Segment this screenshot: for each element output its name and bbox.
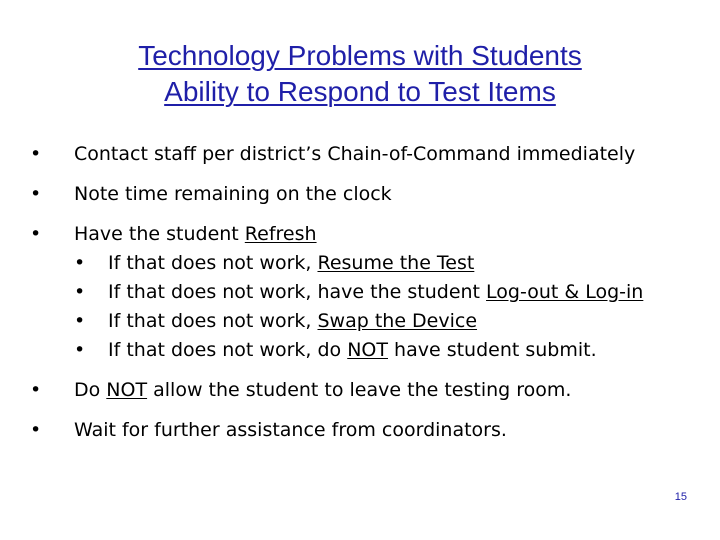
sub-bullet-text: If that does not work, (108, 310, 318, 332)
bullet-do-not-leave (30, 376, 710, 405)
sub-bullet-dot: • (74, 310, 86, 332)
bullet-text: Wait for further assistance from coordinators. (74, 419, 507, 441)
bullet-refresh (30, 220, 710, 365)
sub-bullet-dot: • (74, 339, 86, 361)
sub-bullet-logout (74, 278, 710, 307)
bullet-text-end: allow the student to leave the testing room. (147, 379, 572, 401)
bullet-text: Note time remaining on the clock (74, 183, 392, 205)
title-line-2: Ability to Respond to Test Items (164, 76, 556, 107)
bullet-dot: • (30, 223, 42, 245)
sub-bullet-no-submit (74, 336, 710, 365)
not-emphasis: NOT (347, 339, 388, 361)
sub-bullet-dot: • (74, 281, 86, 303)
bullet-list (30, 140, 710, 445)
bullet-dot: • (30, 419, 42, 441)
sub-bullet-resume (74, 249, 710, 278)
bullet-text: Have the student (74, 223, 245, 245)
title-line-1: Technology Problems with Students (138, 40, 582, 71)
sub-bullet-text: If that does not work, have the student (108, 281, 487, 303)
slide-title (0, 38, 720, 110)
swap-device-step: Swap the Device (317, 310, 478, 332)
sub-bullet-swap (74, 307, 710, 336)
bullet-note-time (30, 180, 710, 209)
sub-bullet-text: If that does not work, do (108, 339, 348, 361)
refresh-step: Refresh (244, 223, 317, 245)
bullet-wait-assistance (30, 416, 710, 445)
bullet-dot: • (30, 379, 42, 401)
logout-login-step: Log-out & Log-in (486, 281, 644, 303)
bullet-dot: • (30, 143, 42, 165)
resume-test-step: Resume the Test (317, 252, 475, 274)
bullet-dot: • (30, 183, 42, 205)
sub-bullet-text: If that does not work, (108, 252, 318, 274)
page-number: 15 (674, 491, 687, 503)
bullet-text: Contact staff per district’s Chain-of-Command immediately (74, 143, 636, 165)
sub-bullet-dot: • (74, 252, 86, 274)
not-emphasis: NOT (106, 379, 148, 401)
bullet-contact-staff (30, 140, 710, 169)
bullet-text: Do (74, 379, 107, 401)
sub-bullet-text-end: have student submit. (388, 339, 597, 361)
